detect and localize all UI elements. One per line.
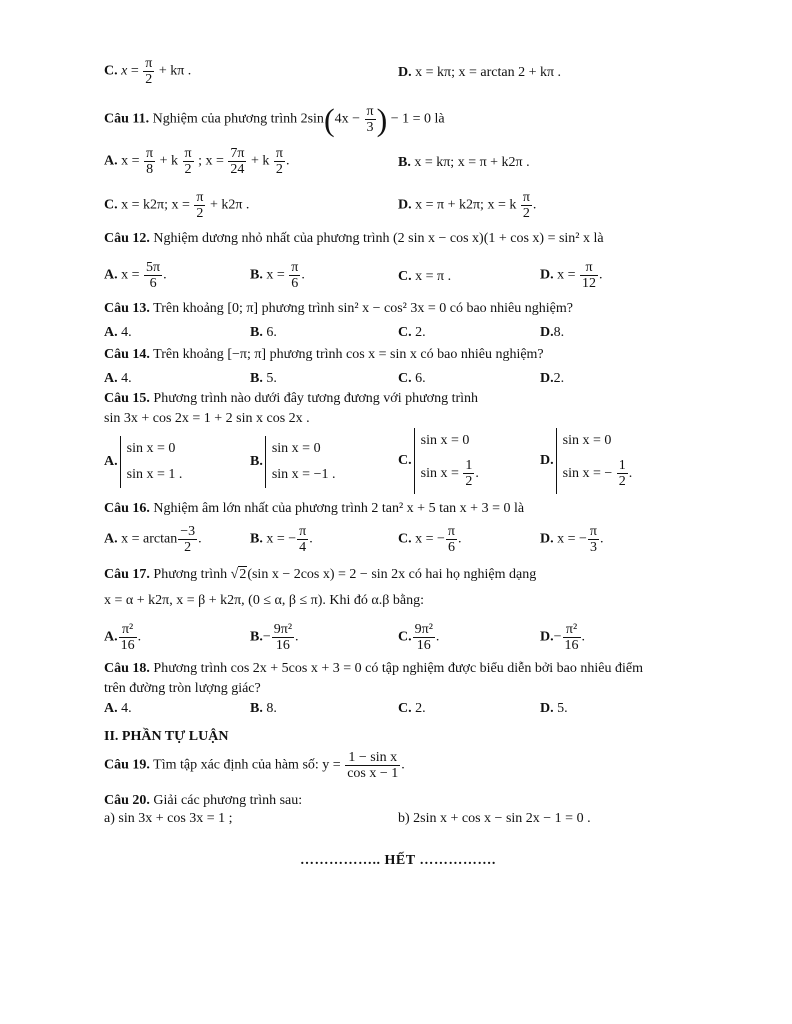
q16-option-b: B. x = − $\frac{\pi}{4}$ . <box>250 524 313 555</box>
q16-option-a: A. x = arctan $\frac{-3}{2}$ . <box>104 524 202 555</box>
q18-option-d: D. 5. <box>540 701 568 716</box>
q13-option-b: B. 6. <box>250 325 277 340</box>
end-marker: …………….. HẾT ……………. <box>300 853 496 868</box>
q20-stem: Câu 20. Giải các phương trình sau: <box>104 793 303 808</box>
q14-option-a: A. 4. <box>104 371 132 386</box>
q14-stem: Câu 14. Trên khoảng [−π; π] phương trình cos x = sin x có bao nhiêu nghiệm? <box>104 347 544 362</box>
q11-option-c: C. x = k2π; x = $\frac{\pi}{2}$ + k2π . <box>104 190 250 221</box>
q13-stem: Câu 13. Trên khoảng [0; π] phương trình sin² x − cos² 3x = 0 có bao nhiêu nghiệm? <box>104 301 573 316</box>
q12-option-c: C. x = π . <box>398 269 452 284</box>
q11-option-b: B. x = kπ; x = π + k2π . <box>398 155 530 170</box>
q13-option-c: C. 2. <box>398 325 426 340</box>
q19-stem: Câu 19. Tìm tập xác định của hàm số: y = $\frac{\text{1 − sin x}}{\text{cos x − 1}}$ . <box>104 750 405 781</box>
q20-part-a: a) sin 3x + cos 3x = 1 ; <box>104 811 233 826</box>
q16-stem: Câu 16. Nghiệm âm lớn nhất của phương trình 2 tan² x + 5 tan x + 3 = 0 là <box>104 501 525 516</box>
q14-option-d: D.2. <box>540 371 565 386</box>
q15-option-b: B. sin x = 0 sin x = −1 . <box>250 436 335 488</box>
q11-option-a: A. x = $\frac{\pi}{8}$ + k $\frac{\pi}{2}$ ; x = $\frac{7\pi}{24}$ + k $\frac{\pi}{2}$ . <box>104 146 290 177</box>
q12-option-a: A. x = $\frac{5\pi}{6}$ . <box>104 260 167 291</box>
q13-option-d: D.8. <box>540 325 565 340</box>
q14-option-b: B. 5. <box>250 371 277 386</box>
q15-equation: sin 3x + cos 2x = 1 + 2 sin x cos 2x . <box>104 411 310 426</box>
q10-option-c: C. x = $\frac{\pi}{2}$ + kπ . <box>104 56 192 87</box>
q13-option-a: A. 4. <box>104 325 132 340</box>
q12-option-d: D. x = $\frac{\pi}{12}$ . <box>540 260 603 291</box>
q16-option-c: C. x = − $\frac{\pi}{6}$ . <box>398 524 462 555</box>
q15-option-a: A. sin x = 0 sin x = 1 . <box>104 436 182 488</box>
q17-line2: x = α + k2π, x = β + k2π, (0 ≤ α, β ≤ π). Khi đó α.β bằng: <box>104 593 424 608</box>
q17-option-a: A. $\frac{\text{π²}}{16}$ . <box>104 622 142 653</box>
q11-option-d: D. x = π + k2π; x = k $\frac{\pi}{2}$ . <box>398 190 537 221</box>
q12-stem: Câu 12. Nghiệm dương nhỏ nhất của phương trình (2 sin x − cos x)(1 + cos x) = sin² x là <box>104 231 604 246</box>
q15-stem: Câu 15. Phương trình nào dưới đây tương đương với phương trình <box>104 391 479 406</box>
q15-option-d: D. sin x = 0 sin x = − $\frac{1}{2}$ . <box>540 428 632 494</box>
q17-option-b: B.− $\frac{\text{9π²}}{16}$ . <box>250 622 299 653</box>
q18-option-b: B. 8. <box>250 701 277 716</box>
q16-option-d: D. x = − $\frac{\pi}{3}$ . <box>540 524 604 555</box>
q10-option-d: D. x = kπ; x = arctan 2 + kπ . <box>398 65 562 80</box>
q15-option-c: C. sin x = 0 sin x = $\frac{1}{2}$ . <box>398 428 479 494</box>
q17-stem: Câu 17. Phương trình √2(sin x − 2cos x) = 2 − sin 2x có hai họ nghiệm dạng <box>104 567 537 582</box>
q17-option-d: D.− $\frac{\text{π²}}{16}$ . <box>540 622 586 653</box>
q18-option-c: C. 2. <box>398 701 426 716</box>
q18-line2: trên đường tròn lượng giác? <box>104 681 261 696</box>
q11-stem: Câu 11. Nghiệm của phương trình 2sin(4x − $\frac{\pi}{3}$ ) − 1 = 0 là <box>104 101 445 138</box>
q18-option-a: A. 4. <box>104 701 132 716</box>
q14-option-c: C. 6. <box>398 371 426 386</box>
q12-option-b: B. x = $\frac{\pi}{6}$ . <box>250 260 305 291</box>
q17-option-c: C. $\frac{\text{9π²}}{16}$ . <box>398 622 440 653</box>
section-title: II. PHẦN TỰ LUẬN <box>104 729 229 744</box>
q18-stem: Câu 18. Phương trình cos 2x + 5cos x + 3 = 0 có tập nghiệm được biểu diễn bởi bao nhiêu điểm <box>104 661 643 676</box>
q20-part-b: b) 2sin x + cos x − sin 2x − 1 = 0 . <box>398 811 591 826</box>
